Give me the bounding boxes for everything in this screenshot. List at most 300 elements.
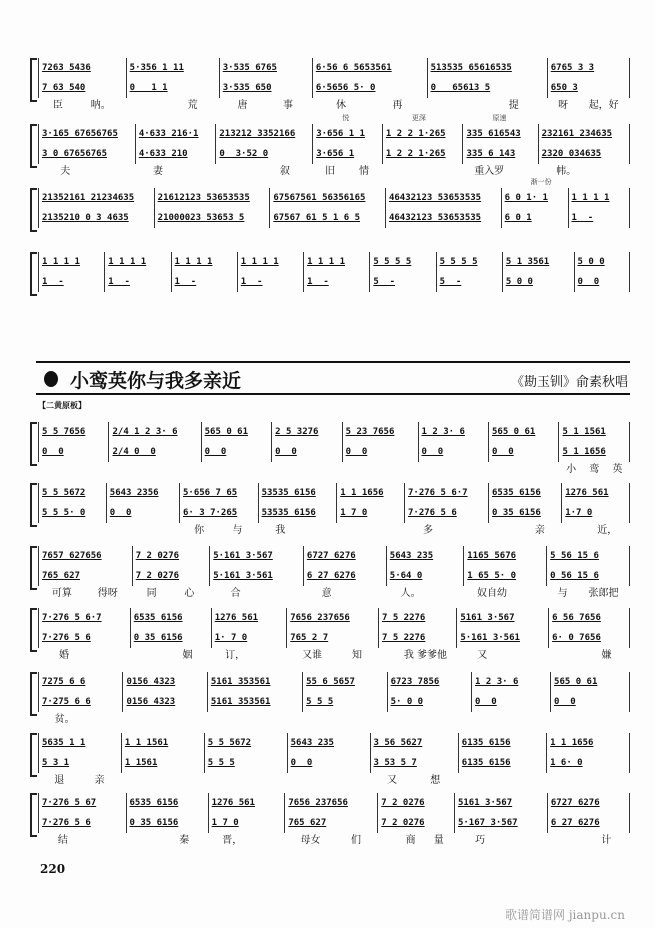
upper-part: 5161 3·567 xyxy=(456,608,548,628)
lower-part: 7·276 5 6 xyxy=(38,628,130,648)
measure xyxy=(121,733,204,788)
system-row xyxy=(38,178,630,243)
upper-part: 3 56 5627 xyxy=(370,733,458,753)
score-system xyxy=(38,546,630,601)
lyrics xyxy=(258,523,337,538)
score-system xyxy=(38,483,630,538)
upper-part: 5·161 3·567 xyxy=(209,546,303,566)
system-row xyxy=(38,483,630,538)
measure xyxy=(287,733,370,788)
measure xyxy=(104,252,170,307)
lyrics xyxy=(38,228,154,243)
lyrics xyxy=(436,292,502,307)
measure xyxy=(312,58,427,113)
upper-part: 1 2 3· 6 xyxy=(418,422,488,442)
measure xyxy=(574,252,630,307)
upper-part: 6727 6276 xyxy=(547,793,630,813)
lyric-word: 心 xyxy=(184,588,195,599)
upper-part: 1 1 1 1 xyxy=(568,188,630,208)
measure xyxy=(548,608,630,663)
system-bracket xyxy=(30,124,37,168)
system-row xyxy=(38,546,630,601)
lower-part: 0 0 xyxy=(38,442,108,462)
lower-part: 2/4 0 0 xyxy=(108,442,200,462)
lyrics xyxy=(126,833,208,848)
lower-part: 3 53 5 7 xyxy=(370,753,458,773)
system-row xyxy=(38,252,630,307)
measure xyxy=(106,483,179,538)
lyrics xyxy=(377,833,454,848)
lyric-word: 又谁 xyxy=(302,650,323,661)
lyrics xyxy=(271,462,341,477)
lyric-word: 臣 xyxy=(52,100,63,111)
performance-marking: 原速 xyxy=(492,114,507,122)
measure xyxy=(38,58,126,113)
upper-part: 1165 5676 xyxy=(463,546,546,566)
lyric-word: 结 xyxy=(57,835,68,846)
lower-part: 0 0 xyxy=(201,442,271,462)
upper-part: 5635 1 1 xyxy=(38,733,121,753)
upper-part: 21352161 21234635 xyxy=(38,188,154,208)
upper-part: 1 1 1656 xyxy=(336,483,404,503)
lyric-word: 重入罗 xyxy=(474,166,505,177)
lyrics xyxy=(369,292,435,307)
upper-part: 5 5 5 5 xyxy=(369,252,435,272)
score-system xyxy=(38,733,630,788)
lower-part: 0 65613 5 xyxy=(427,78,547,98)
measure xyxy=(286,608,378,663)
lyric-word: 事 xyxy=(283,100,294,111)
measure xyxy=(211,608,287,663)
lyrics xyxy=(458,773,546,788)
lyric-word: 呐。 xyxy=(90,100,111,111)
lower-part: 0 35 6156 xyxy=(130,628,211,648)
lower-part: 46432123 53653535 xyxy=(385,208,501,228)
lower-part: 1 - xyxy=(38,272,104,292)
lyrics xyxy=(121,773,204,788)
score-system xyxy=(38,252,630,307)
upper-part: 5 56 15 6 xyxy=(546,546,630,566)
measure xyxy=(558,422,629,477)
lyrics xyxy=(502,292,574,307)
lyrics xyxy=(404,523,488,538)
upper-part: 1 1 1561 xyxy=(121,733,204,753)
lyrics xyxy=(207,712,302,727)
measure xyxy=(208,793,285,848)
lyric-word: 英 xyxy=(612,464,623,475)
lyric-word: 旧 xyxy=(325,166,336,177)
lyrics xyxy=(215,164,312,179)
system-row xyxy=(38,608,630,663)
lower-part: 1 6· 0 xyxy=(546,753,630,773)
lower-part: 1 65 5· 0 xyxy=(463,566,546,586)
upper-part: 565 0 61 xyxy=(550,672,630,692)
upper-part: 7·276 5 67 xyxy=(38,793,126,813)
lyric-word: 巧 xyxy=(475,835,486,846)
upper-part: 513535 65616535 xyxy=(427,58,547,78)
lower-part: 67567 61 5 1 6 5 xyxy=(269,208,385,228)
upper-part: 5 5 5672 xyxy=(204,733,287,753)
system-bracket xyxy=(30,483,37,527)
system-row xyxy=(38,422,630,477)
lyric-word: 情 xyxy=(358,166,369,177)
lyric-word: 得呀 xyxy=(97,588,118,599)
upper-part: 7263 5436 xyxy=(38,58,126,78)
lower-part: 5 5 5 xyxy=(204,753,287,773)
lower-part: 6135 6156 xyxy=(458,753,546,773)
measure xyxy=(377,793,454,848)
lower-part: 0 35 6156 xyxy=(488,503,561,523)
lyric-word: 亲 xyxy=(94,775,105,786)
lyrics xyxy=(312,98,427,113)
lyrics xyxy=(463,586,546,601)
lower-part: 0 0 xyxy=(550,692,630,712)
lyrics xyxy=(237,292,303,307)
lyrics xyxy=(126,98,219,113)
lyric-word: 可算 xyxy=(51,588,72,599)
lyrics xyxy=(378,648,456,663)
system-bracket xyxy=(30,58,37,102)
lyric-word: 再 xyxy=(392,100,403,111)
lyric-word: 多 xyxy=(422,525,433,536)
lyrics xyxy=(538,164,630,179)
upper-part: 55 6 5657 xyxy=(302,672,386,692)
lyrics xyxy=(302,712,386,727)
upper-part: 5 5 7656 xyxy=(38,422,108,442)
upper-part: 0156 4323 xyxy=(122,672,206,692)
lyrics xyxy=(204,773,287,788)
upper-part: 5 1 1561 xyxy=(558,422,629,442)
lower-part: 765 2 7 xyxy=(286,628,378,648)
lyric-word: 们 xyxy=(351,835,362,846)
measure xyxy=(135,124,216,179)
lower-part: 7·276 5 6 xyxy=(404,503,488,523)
upper-part: 232161 234635 xyxy=(538,124,630,144)
score-system xyxy=(38,672,630,727)
lyrics xyxy=(154,228,270,243)
lower-part: 5 5 5· 0 xyxy=(38,503,106,523)
system-bracket xyxy=(30,793,37,837)
lyric-word: 嫌 xyxy=(601,650,612,661)
upper-part: 1 1 1 1 xyxy=(171,252,237,272)
upper-part: 7657 627656 xyxy=(38,546,132,566)
lower-part: 0 0 xyxy=(287,753,370,773)
measure xyxy=(215,124,312,179)
measure xyxy=(404,483,488,538)
lower-part: 53535 6156 xyxy=(258,503,337,523)
lyrics xyxy=(568,228,630,243)
system-bracket xyxy=(30,188,37,232)
lyrics xyxy=(108,462,200,477)
score-system xyxy=(38,793,630,848)
lyrics xyxy=(287,773,370,788)
lyrics xyxy=(269,228,385,243)
lyric-word: 晋， xyxy=(222,835,243,846)
lower-part: 5·161 3·561 xyxy=(209,566,303,586)
upper-part: 21612123 53653535 xyxy=(154,188,270,208)
measure xyxy=(38,124,135,179)
upper-part: 1 1 1 1 xyxy=(104,252,170,272)
lyric-word: 秦 xyxy=(179,835,190,846)
measure xyxy=(436,252,502,307)
lower-part: 0 35 6156 xyxy=(126,813,208,833)
lyrics xyxy=(179,523,258,538)
upper-part: 213212 3352166 xyxy=(215,124,312,144)
upper-part: 6135 6156 xyxy=(458,733,546,753)
system-row xyxy=(38,672,630,727)
measure xyxy=(471,672,550,727)
lyrics xyxy=(209,586,303,601)
lyric-word: 贫。 xyxy=(54,714,75,725)
measure xyxy=(179,483,258,538)
measure xyxy=(108,422,200,477)
measure xyxy=(237,252,303,307)
upper-part: 6723 7856 xyxy=(387,672,471,692)
upper-part: 1 1 1656 xyxy=(546,733,630,753)
lyrics xyxy=(38,523,106,538)
page-number: 220 xyxy=(40,862,66,876)
upper-part: 46432123 53653535 xyxy=(385,188,501,208)
lower-part: 5·161 3·561 xyxy=(456,628,548,648)
watermark: 歌谱简谱网 jianpu.cn xyxy=(505,908,625,922)
lyrics xyxy=(38,292,104,307)
measure xyxy=(312,114,382,179)
lyrics xyxy=(38,833,126,848)
measure xyxy=(385,188,501,243)
measure xyxy=(219,58,312,113)
lyrics xyxy=(454,833,547,848)
upper-part: 6 0 1· 1 xyxy=(501,188,568,208)
measure xyxy=(463,546,546,601)
lyrics xyxy=(382,164,463,179)
lower-part: 7 63 540 xyxy=(38,78,126,98)
system-row xyxy=(38,114,630,179)
lyrics xyxy=(462,164,537,179)
lyrics xyxy=(561,523,630,538)
upper-part: 5643 235 xyxy=(287,733,370,753)
performance-marking: 悦 xyxy=(342,114,350,122)
upper-part: 5 0 0 xyxy=(574,252,630,272)
measure xyxy=(154,188,270,243)
lyrics xyxy=(547,98,630,113)
upper-part: 7656 237656 xyxy=(286,608,378,628)
lyrics xyxy=(284,833,377,848)
lower-part: 5· 0 0 xyxy=(387,692,471,712)
lower-part: 5 - xyxy=(369,272,435,292)
upper-part: 7275 6 6 xyxy=(38,672,122,692)
lower-part: 335 6 143 xyxy=(462,144,537,164)
bullet-icon xyxy=(44,371,58,387)
upper-part: 2/4 1 2 3· 6 xyxy=(108,422,200,442)
lyric-word: 荒 xyxy=(187,100,198,111)
measure xyxy=(38,483,106,538)
lyrics xyxy=(546,773,630,788)
upper-part: 53535 6156 xyxy=(258,483,337,503)
upper-part: 6535 6156 xyxy=(126,793,208,813)
upper-part: 1276 561 xyxy=(211,608,287,628)
measure xyxy=(546,546,630,601)
lyrics xyxy=(488,523,561,538)
measure xyxy=(38,793,126,848)
lower-part: 7 2 0276 xyxy=(377,813,454,833)
lyric-word: 奴自幼 xyxy=(476,588,507,599)
song-title-bar xyxy=(36,361,630,395)
lyrics xyxy=(427,98,547,113)
upper-part: 6·56 6 5653561 xyxy=(312,58,427,78)
lyrics xyxy=(38,586,132,601)
measure xyxy=(568,188,630,243)
song-source: 《勘玉钏》俞素秋唱 xyxy=(510,375,628,390)
lyric-word: 又 xyxy=(387,775,398,786)
measure xyxy=(207,672,302,727)
upper-part: 6727 6276 xyxy=(303,546,386,566)
measure xyxy=(38,422,108,477)
lyrics xyxy=(38,648,130,663)
performance-marking: 渐一份 xyxy=(530,178,552,186)
measure xyxy=(370,733,458,788)
measure xyxy=(38,608,130,663)
measure xyxy=(126,793,208,848)
upper-part: 67567561 56356165 xyxy=(269,188,385,208)
lyrics xyxy=(342,462,418,477)
lower-part: 0 56 15 6 xyxy=(546,566,630,586)
lower-part: 3 0 67656765 xyxy=(38,144,135,164)
lyric-word: 姻 xyxy=(182,650,193,661)
system-bracket xyxy=(30,608,37,652)
lower-part: 0 0 xyxy=(574,272,630,292)
lower-part: 6 0 1 xyxy=(501,208,568,228)
lower-part: 5 - xyxy=(436,272,502,292)
measure xyxy=(488,483,561,538)
measure xyxy=(418,422,488,477)
measure xyxy=(456,608,548,663)
measure xyxy=(387,672,471,727)
upper-part: 7 2 0276 xyxy=(377,793,454,813)
measure xyxy=(547,793,630,848)
lyric-word: 想 xyxy=(430,775,441,786)
upper-part: 1 1 1 1 xyxy=(38,252,104,272)
upper-part: 1276 561 xyxy=(208,793,285,813)
measure xyxy=(204,733,287,788)
system-bracket xyxy=(30,546,37,590)
lyrics xyxy=(208,833,285,848)
lyrics xyxy=(122,712,206,727)
lyric-word: 叙 xyxy=(279,166,290,177)
lyrics xyxy=(574,292,630,307)
lower-part: 7 2 0276 xyxy=(132,566,209,586)
measure xyxy=(458,733,546,788)
lyrics xyxy=(386,586,463,601)
measure xyxy=(336,483,404,538)
lyric-word: 唐 xyxy=(237,100,248,111)
lyrics xyxy=(456,648,548,663)
lyric-word: 起，好 xyxy=(588,100,619,111)
lower-part: 7 5 2276 xyxy=(378,628,456,648)
lyrics xyxy=(38,462,108,477)
upper-part: 1 1 1 1 xyxy=(303,252,369,272)
lyric-word: 提 xyxy=(508,100,519,111)
lyric-word: 与 xyxy=(232,525,243,536)
upper-part: 5161 353561 xyxy=(207,672,302,692)
upper-part: 5 1 3561 xyxy=(502,252,574,272)
lyrics xyxy=(471,712,550,727)
lyrics xyxy=(387,712,471,727)
score-system xyxy=(38,114,630,179)
lower-part: 1 7 0 xyxy=(336,503,404,523)
lyrics xyxy=(550,712,630,727)
upper-part: 4·633 216·1 xyxy=(135,124,216,144)
score-system xyxy=(38,178,630,243)
system-bracket xyxy=(30,733,37,777)
lyric-word: 同 xyxy=(146,588,157,599)
lower-part: 4·633 210 xyxy=(135,144,216,164)
lower-part: 5161 353561 xyxy=(207,692,302,712)
lower-part: 2135210 0 3 4635 xyxy=(38,208,154,228)
upper-part: 7·276 5 6·7 xyxy=(404,483,488,503)
lyrics xyxy=(201,462,271,477)
measure xyxy=(122,672,206,727)
lower-part: 5 1 1656 xyxy=(558,442,629,462)
upper-part: 1276 561 xyxy=(561,483,630,503)
lower-part: 650 3 xyxy=(547,78,630,98)
measure xyxy=(130,608,211,663)
score-system xyxy=(38,58,630,113)
measure xyxy=(303,546,386,601)
lyrics xyxy=(38,98,126,113)
lyric-word: 小 xyxy=(566,464,577,475)
lower-part: 0 0 xyxy=(471,692,550,712)
lyrics xyxy=(558,462,629,477)
upper-part: 1 2 2 1·265 xyxy=(382,124,463,144)
system-row xyxy=(38,58,630,113)
lower-part: 5·167 3·567 xyxy=(454,813,547,833)
measure xyxy=(502,252,574,307)
measure xyxy=(427,58,547,113)
lyrics xyxy=(38,712,122,727)
lyric-word: 帏。 xyxy=(556,166,577,177)
measure xyxy=(38,546,132,601)
upper-part: 5 23 7656 xyxy=(342,422,418,442)
lower-part: 765 627 xyxy=(38,566,132,586)
lyric-word: 夫 xyxy=(60,166,71,177)
lyrics xyxy=(303,586,386,601)
measure xyxy=(488,422,558,477)
upper-part: 5 5 5 5 xyxy=(436,252,502,272)
measure xyxy=(369,252,435,307)
lower-part: 0 0 xyxy=(488,442,558,462)
lyric-word: 我 xyxy=(275,525,286,536)
system-bracket xyxy=(30,252,37,296)
lower-part: 7·276 5 6 xyxy=(38,813,126,833)
measure xyxy=(454,793,547,848)
upper-part: 5643 235 xyxy=(386,546,463,566)
lower-part: 6 27 6276 xyxy=(547,813,630,833)
lyrics xyxy=(171,292,237,307)
lyric-word: 休 xyxy=(336,100,347,111)
system-row xyxy=(38,793,630,848)
lyrics xyxy=(370,773,458,788)
measure xyxy=(201,422,271,477)
lower-part: 0 3·52 0 xyxy=(215,144,312,164)
measure xyxy=(38,188,154,243)
upper-part: 565 0 61 xyxy=(201,422,271,442)
upper-part: 5161 3·567 xyxy=(454,793,547,813)
measure xyxy=(378,608,456,663)
lower-part: 0 0 xyxy=(106,503,179,523)
measure xyxy=(171,252,237,307)
lower-part: 6 27 6276 xyxy=(303,566,386,586)
measure xyxy=(538,124,630,179)
